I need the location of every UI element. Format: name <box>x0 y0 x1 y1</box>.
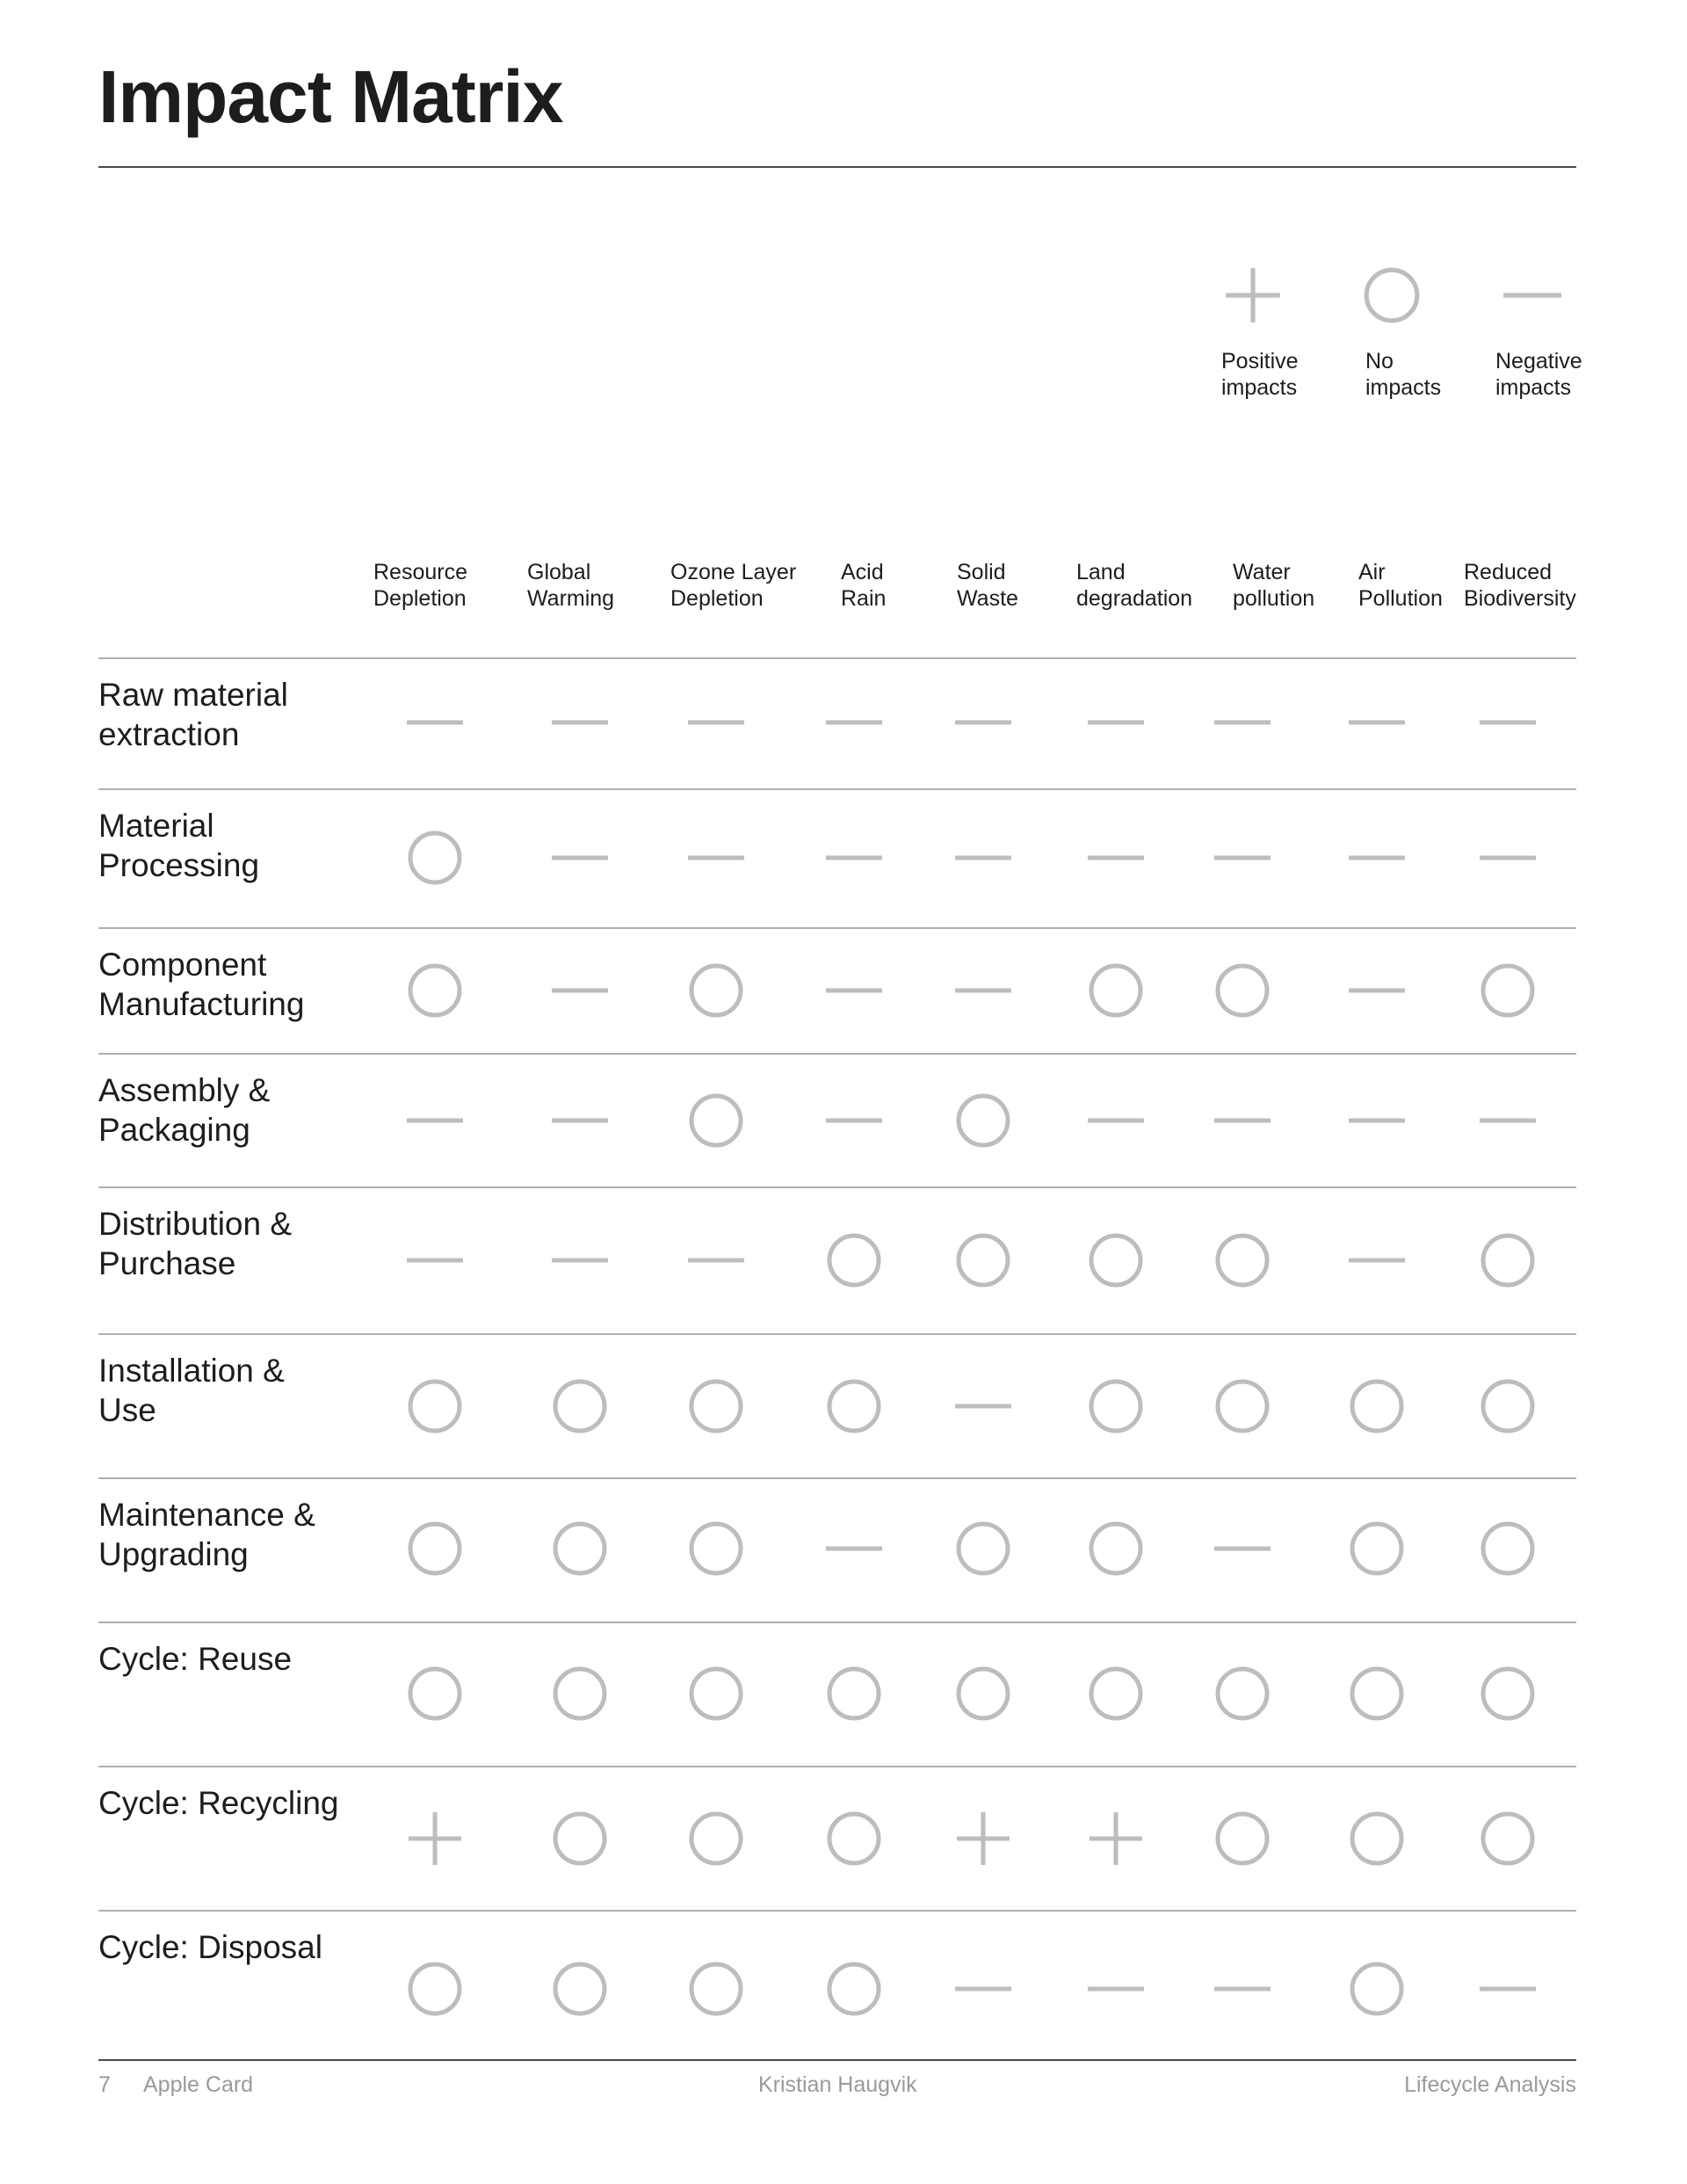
title-divider <box>98 166 1576 168</box>
circle-icon <box>952 1663 1014 1724</box>
minus-icon <box>1212 1090 1273 1151</box>
circle-icon <box>549 1808 611 1869</box>
circle-icon <box>685 1958 747 2020</box>
minus-icon <box>549 960 611 1021</box>
minus-icon <box>823 1518 885 1579</box>
circle-icon <box>1477 1375 1539 1437</box>
minus-icon <box>1085 1090 1147 1151</box>
plus-icon <box>404 1808 466 1869</box>
page-title: Impact Matrix <box>98 55 563 138</box>
circle-icon <box>685 1663 747 1724</box>
row-label: Distribution & Purchase <box>98 1206 293 1281</box>
legend-none <box>1360 264 1442 400</box>
circle-icon <box>1346 1518 1408 1579</box>
minus-icon <box>685 1230 747 1291</box>
column-header: Air Pollution <box>1358 560 1443 611</box>
minus-icon <box>952 692 1014 753</box>
circle-icon <box>1085 1375 1147 1437</box>
circle-icon <box>1085 1663 1147 1724</box>
circle-icon <box>1085 960 1147 1021</box>
minus-icon <box>549 1090 611 1151</box>
minus-icon <box>549 1230 611 1291</box>
minus-icon <box>823 827 885 889</box>
minus-icon <box>1501 264 1564 327</box>
row-label: Installation & Use <box>98 1353 285 1428</box>
row-divider <box>98 1766 1576 1767</box>
plus-icon <box>952 1808 1014 1869</box>
minus-icon <box>1477 827 1539 889</box>
minus-icon <box>1085 1958 1147 2020</box>
circle-icon <box>823 1230 885 1291</box>
minus-icon <box>952 960 1014 1021</box>
row-divider <box>98 927 1576 929</box>
legend-label: Positive impacts <box>1221 349 1299 400</box>
page-number: 7 <box>98 2072 111 2097</box>
minus-icon <box>1346 1230 1408 1291</box>
legend-label: Negative impacts <box>1495 349 1582 400</box>
plus-icon <box>1085 1808 1147 1869</box>
row-label: Cycle: Reuse <box>98 1641 293 1677</box>
minus-icon <box>404 1090 466 1151</box>
column-header: Acid Rain <box>841 560 887 611</box>
row-label: Cycle: Recycling <box>98 1785 339 1821</box>
circle-icon <box>404 1518 466 1579</box>
circle-icon <box>952 1230 1014 1291</box>
circle-icon <box>685 1090 747 1151</box>
circle-icon <box>1212 960 1273 1021</box>
minus-icon <box>1212 1958 1273 2020</box>
circle-icon <box>1085 1230 1147 1291</box>
circle-icon <box>1346 1375 1408 1437</box>
circle-icon <box>549 1518 611 1579</box>
circle-icon <box>952 1518 1014 1579</box>
circle-icon <box>823 1808 885 1869</box>
minus-icon <box>823 960 885 1021</box>
minus-icon <box>1346 827 1408 889</box>
footer-product: Apple Card <box>143 2072 254 2097</box>
circle-icon <box>404 827 466 889</box>
minus-icon <box>685 827 747 889</box>
column-header: Water pollution <box>1233 560 1315 611</box>
minus-icon <box>404 692 466 753</box>
circle-icon <box>1212 1808 1273 1869</box>
minus-icon <box>549 827 611 889</box>
row-label: Raw material extraction <box>98 677 288 752</box>
row-label: Cycle: Disposal <box>98 1929 322 1965</box>
circle-icon <box>1212 1663 1273 1724</box>
footer-document: Lifecycle Analysis <box>1404 2072 1576 2097</box>
legend-positive <box>1221 264 1299 400</box>
circle-icon <box>1477 960 1539 1021</box>
column-header: Land degradation <box>1076 560 1193 611</box>
minus-icon <box>1212 1518 1273 1579</box>
circle-icon <box>1477 1230 1539 1291</box>
row-label: Material Processing <box>98 808 260 883</box>
circle-icon <box>823 1958 885 2020</box>
minus-icon <box>404 1230 466 1291</box>
row-divider <box>98 1910 1576 1912</box>
plus-icon <box>1221 264 1285 327</box>
column-header: Solid Waste <box>957 560 1018 611</box>
circle-icon <box>1477 1808 1539 1869</box>
circle-icon <box>1477 1663 1539 1724</box>
circle-icon <box>1360 264 1423 327</box>
row-divider <box>98 1477 1576 1479</box>
row-divider <box>98 788 1576 790</box>
minus-icon <box>1477 1958 1539 2020</box>
minus-icon <box>823 1090 885 1151</box>
circle-icon <box>1085 1518 1147 1579</box>
minus-icon <box>1212 692 1273 753</box>
minus-icon <box>952 1958 1014 2020</box>
circle-icon <box>1212 1375 1273 1437</box>
column-header: Global Warming <box>527 560 615 611</box>
footer-author: Kristian Haugvik <box>758 2072 917 2097</box>
circle-icon <box>685 1518 747 1579</box>
column-header: Ozone Layer Depletion <box>670 560 797 611</box>
circle-icon <box>549 1958 611 2020</box>
circle-icon <box>404 1663 466 1724</box>
circle-icon <box>1346 1663 1408 1724</box>
row-label: Maintenance & Upgrading <box>98 1497 315 1572</box>
minus-icon <box>1346 692 1408 753</box>
minus-icon <box>685 692 747 753</box>
minus-icon <box>1477 692 1539 753</box>
row-divider <box>98 1186 1576 1188</box>
minus-icon <box>549 692 611 753</box>
row-label: Assembly & Packaging <box>98 1072 271 1148</box>
circle-icon <box>1346 1808 1408 1869</box>
minus-icon <box>1346 1090 1408 1151</box>
footer-divider <box>98 2059 1576 2061</box>
column-header: Resource Depletion <box>373 560 467 611</box>
row-divider <box>98 1053 1576 1055</box>
minus-icon <box>1212 827 1273 889</box>
circle-icon <box>823 1663 885 1724</box>
legend-negative <box>1495 264 1582 400</box>
minus-icon <box>1085 692 1147 753</box>
row-divider <box>98 1622 1576 1623</box>
circle-icon <box>404 1958 466 2020</box>
minus-icon <box>1085 827 1147 889</box>
row-divider <box>98 1333 1576 1335</box>
minus-icon <box>823 692 885 753</box>
circle-icon <box>685 1808 747 1869</box>
circle-icon <box>549 1375 611 1437</box>
circle-icon <box>685 1375 747 1437</box>
circle-icon <box>1212 1230 1273 1291</box>
circle-icon <box>549 1663 611 1724</box>
minus-icon <box>1477 1090 1539 1151</box>
circle-icon <box>404 960 466 1021</box>
column-header: Reduced Biodiversity <box>1464 560 1576 611</box>
legend-label: No impacts <box>1365 349 1442 400</box>
circle-icon <box>685 960 747 1021</box>
circle-icon <box>1346 1958 1408 2020</box>
circle-icon <box>1477 1518 1539 1579</box>
minus-icon <box>1346 960 1408 1021</box>
circle-icon <box>404 1375 466 1437</box>
circle-icon <box>952 1090 1014 1151</box>
minus-icon <box>952 1375 1014 1437</box>
row-divider <box>98 657 1576 659</box>
minus-icon <box>952 827 1014 889</box>
row-label: Component Manufacturing <box>98 947 305 1022</box>
circle-icon <box>823 1375 885 1437</box>
